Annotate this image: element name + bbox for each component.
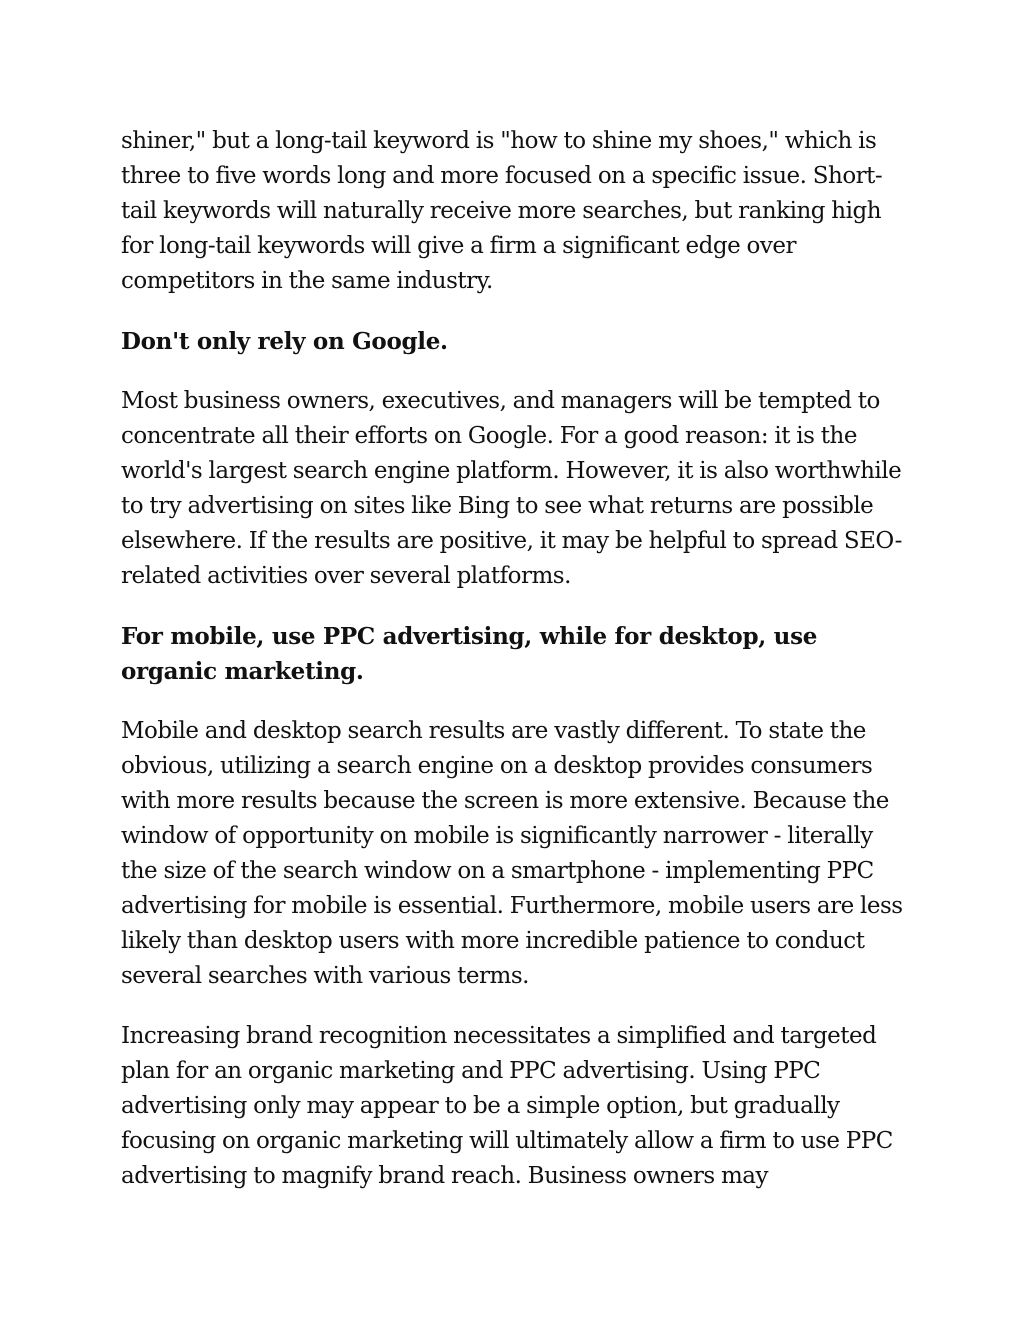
paragraph-line: Mobile and desktop search results are vastly different. To state the: [121, 718, 866, 744]
paragraph-line: plan for an organic marketing and PPC advertising. Using PPC: [121, 1058, 821, 1084]
heading-line: organic marketing.: [121, 658, 364, 685]
paragraph-line: several searches with various terms.: [121, 963, 529, 989]
paragraph-line: Most business owners, executives, and managers will be tempted to: [121, 388, 880, 414]
paragraph-line: for long-tail keywords will give a firm a significant edge over: [121, 233, 796, 259]
document-page: [121, 124, 903, 1219]
paragraph-line: elsewhere. If the results are positive, it may be helpful to spread SEO-: [121, 528, 902, 554]
paragraph-line: competitors in the same industry.: [121, 268, 493, 294]
paragraph-line: obvious, utilizing a search engine on a desktop provides consumers: [121, 753, 873, 779]
paragraph-line: to try advertising on sites like Bing to see what returns are possible: [121, 493, 874, 519]
paragraph-line: with more results because the screen is more extensive. Because the: [121, 788, 889, 814]
paragraph-line: likely than desktop users with more incredible patience to conduct: [121, 928, 865, 954]
paragraph-line: focusing on organic marketing will ultimately allow a firm to use PPC: [121, 1128, 893, 1154]
paragraph-line: three to five words long and more focused on a specific issue. Short-: [121, 163, 883, 189]
paragraph-line: world's largest search engine platform. However, it is also worthwhile: [121, 458, 902, 484]
paragraph-line: the size of the search window on a smartphone - implementing PPC: [121, 858, 874, 884]
paragraph-line: advertising for mobile is essential. Furthermore, mobile users are less: [121, 893, 903, 919]
paragraph-line: advertising only may appear to be a simple option, but gradually: [121, 1093, 840, 1119]
google-paragraph: [121, 384, 902, 594]
mobile-paragraph: [121, 714, 903, 994]
section-heading-google: Don't only rely on Google.: [121, 328, 448, 355]
intro-paragraph: [121, 124, 896, 299]
paragraph-line: shiner," but a long-tail keyword is "how to shine my shoes," which is: [121, 128, 877, 154]
brand-paragraph: [121, 1019, 896, 1194]
paragraph-line: tail keywords will naturally receive more searches, but ranking high: [121, 198, 882, 224]
heading-line: For mobile, use PPC advertising, while for desktop, use: [121, 623, 818, 650]
paragraph-line: related activities over several platforms.: [121, 563, 571, 589]
paragraph-line: concentrate all their efforts on Google. For a good reason: it is the: [121, 423, 857, 449]
paragraph-line: advertising to magnify brand reach. Business owners may: [121, 1163, 768, 1189]
section-heading-mobile: [121, 619, 896, 689]
paragraph-line: window of opportunity on mobile is significantly narrower - literally: [121, 823, 873, 849]
paragraph-line: Increasing brand recognition necessitates a simplified and targeted: [121, 1023, 877, 1049]
